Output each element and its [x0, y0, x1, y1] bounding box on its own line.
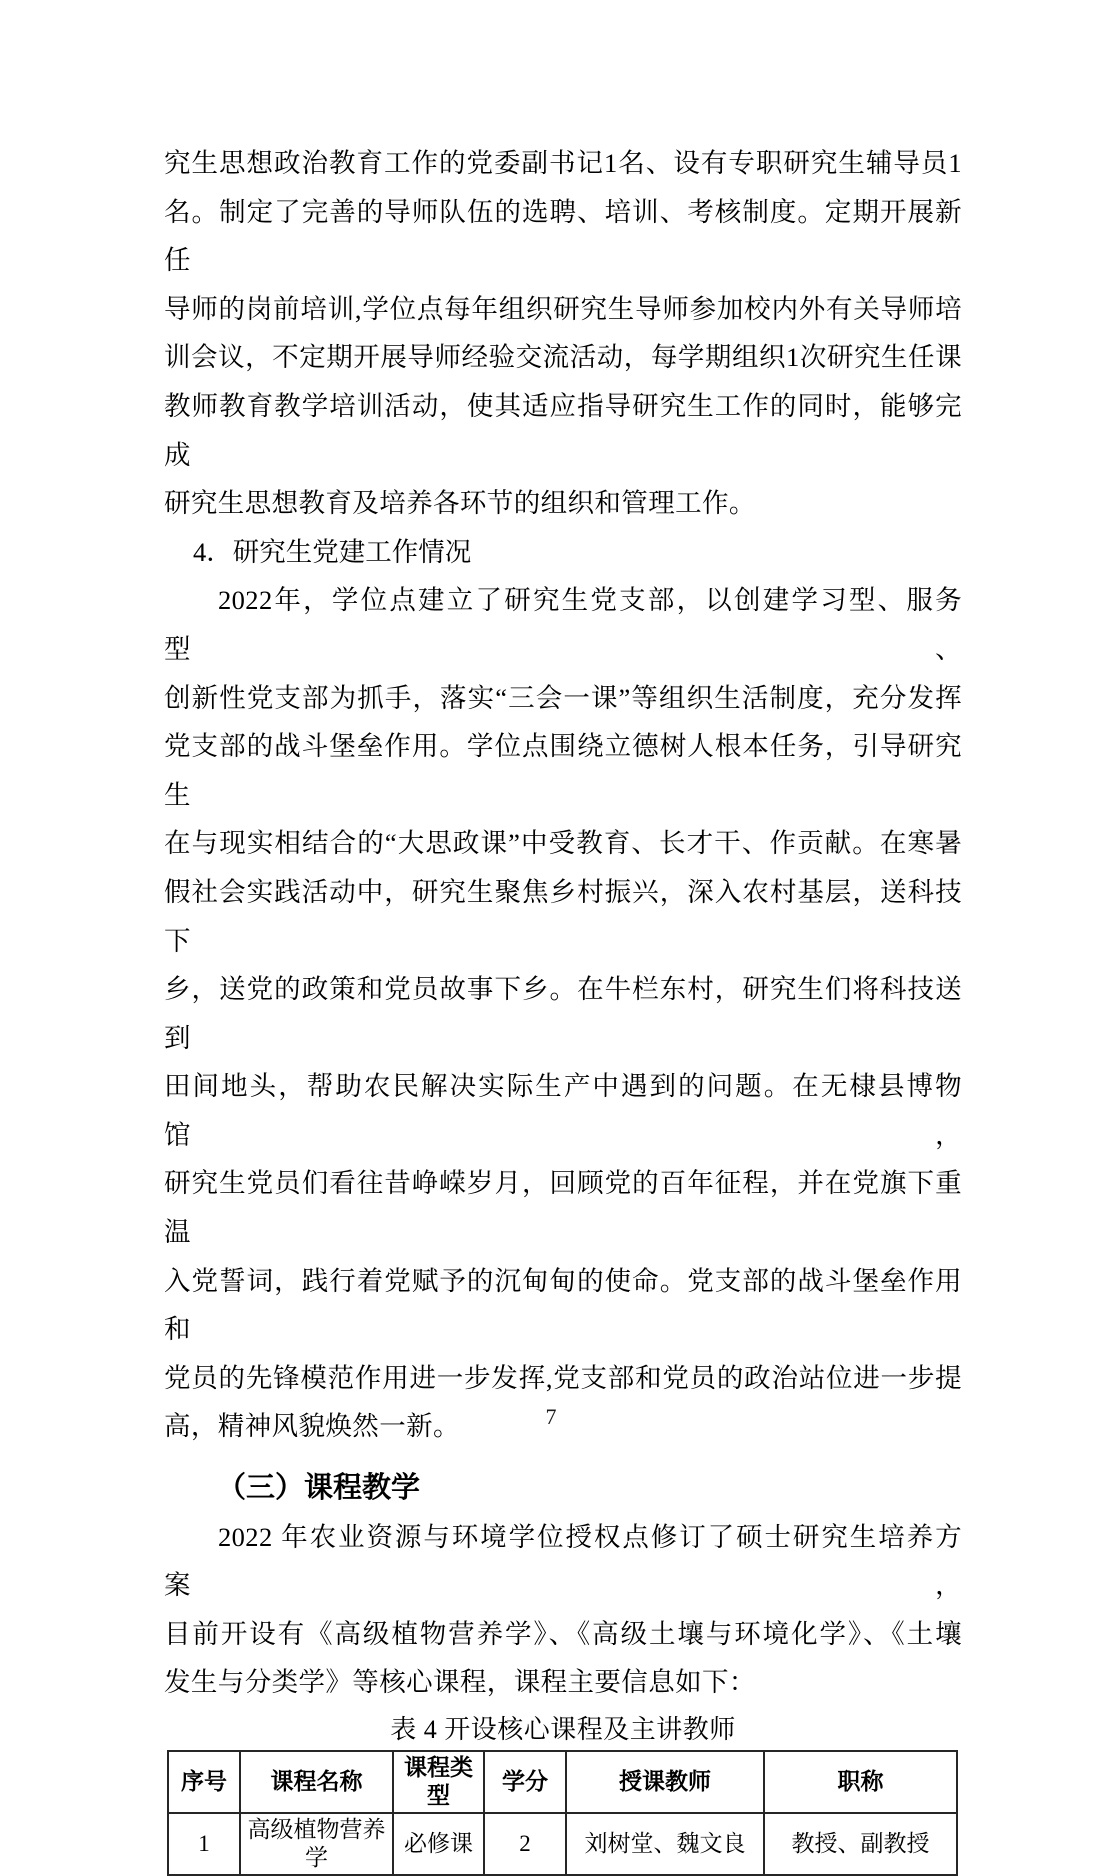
table-cell-teachers: 刘树堂、魏文良: [566, 1813, 764, 1875]
body-text-line: 2022 年农业资源与环境学位授权点修订了硕士研究生培养方案，: [164, 1521, 962, 1601]
body-text-line: 名。制定了完善的导师队伍的选聘、培训、考核制度。定期开展新任: [164, 196, 962, 276]
body-text-line: 创新性党支部为抓手，落实“三会一课”等组织生活制度，充分发挥: [164, 682, 962, 713]
body-text-line: 究生思想政治教育工作的党委副书记1名、设有专职研究生辅导员1: [164, 148, 962, 178]
table-header-cell: 授课教师: [566, 1751, 764, 1813]
body-text-line: 在与现实相结合的“大思政课”中受教育、长才干、作贡献。在寒暑: [164, 828, 962, 859]
paragraph-supervisor-training: [164, 139, 962, 528]
table-cell-titles: 教授、副教授: [764, 1813, 957, 1875]
table-header-cell: 学分: [484, 1751, 566, 1813]
body-text-line: 党员的先锋模范作用进一步发挥,党支部和党员的政治站位进一步提: [164, 1362, 962, 1393]
body-text-line: 训会议，不定期开展导师经验交流活动，每学期组织1次研究生任课: [164, 342, 962, 373]
body-text-line: 研究生思想教育及培养各环节的组织和管理工作。: [164, 488, 756, 519]
body-text-line: 入党誓词，践行着党赋予的沉甸甸的使命。党支部的战斗堡垒作用和: [164, 1265, 962, 1345]
core-courses-table: [167, 1750, 958, 1876]
table-cell-course-name: 高级植物营养学: [240, 1813, 393, 1875]
body-text-line: 假社会实践活动中，研究生聚焦乡村振兴，深入农村基层，送科技下: [164, 876, 962, 956]
body-text-line: 教师教育教学培训活动，使其适应指导研究生工作的同时，能够完成: [164, 390, 962, 470]
body-text-line: 乡，送党的政策和党员故事下乡。在牛栏东村，研究生们将科技送到: [164, 974, 962, 1053]
table-cell-index: 1: [168, 1813, 240, 1875]
body-text-line: 田间地头，帮助农民解决实际生产中遇到的问题。在无棣县博物馆，: [164, 1071, 962, 1150]
table-row: [168, 1813, 957, 1875]
body-text-line: 发生与分类学》等核心课程，课程主要信息如下：: [164, 1667, 756, 1698]
table-header-cell: 序号: [168, 1751, 240, 1813]
table-cell-course-type: 必修课: [393, 1813, 484, 1875]
page-body-text: [164, 139, 962, 1876]
page-number: 7: [545, 1404, 557, 1429]
section-heading-course-teaching: （三）课程教学: [217, 1472, 421, 1505]
table-header-cell: 课程类型: [393, 1751, 484, 1813]
table-cell-credits: 2: [484, 1813, 566, 1875]
paragraph-party-building: [164, 576, 962, 1451]
body-text-line: 研究生党员们看往昔峥嵘岁月，回顾党的百年征程，并在党旗下重温: [164, 1168, 962, 1248]
subheading-party-building: 4．研究生党建工作情况: [193, 536, 472, 567]
body-text-line: 导师的岗前培训,学位点每年组织研究生导师参加校内外有关导师培: [164, 293, 962, 324]
body-text-line: 目前开设有《高级植物营养学》、《高级土壤与环境化学》、《土壤: [164, 1618, 962, 1649]
body-text-line: 党支部的战斗堡垒作用。学位点围绕立德树人根本任务，引导研究生: [164, 731, 962, 810]
body-text-line: 2022年，学位点建立了研究生党支部，以创建学习型、服务型、: [164, 585, 962, 664]
table-header-row: [168, 1751, 957, 1813]
table-header-cell: 课程名称: [240, 1751, 393, 1813]
table-header-cell: 职称: [764, 1751, 957, 1813]
body-text-line: 高，精神风貌焕然一新。: [164, 1411, 460, 1442]
paragraph-course-teaching: [164, 1513, 962, 1707]
table-caption: 表 4 开设核心课程及主讲教师: [390, 1715, 736, 1744]
